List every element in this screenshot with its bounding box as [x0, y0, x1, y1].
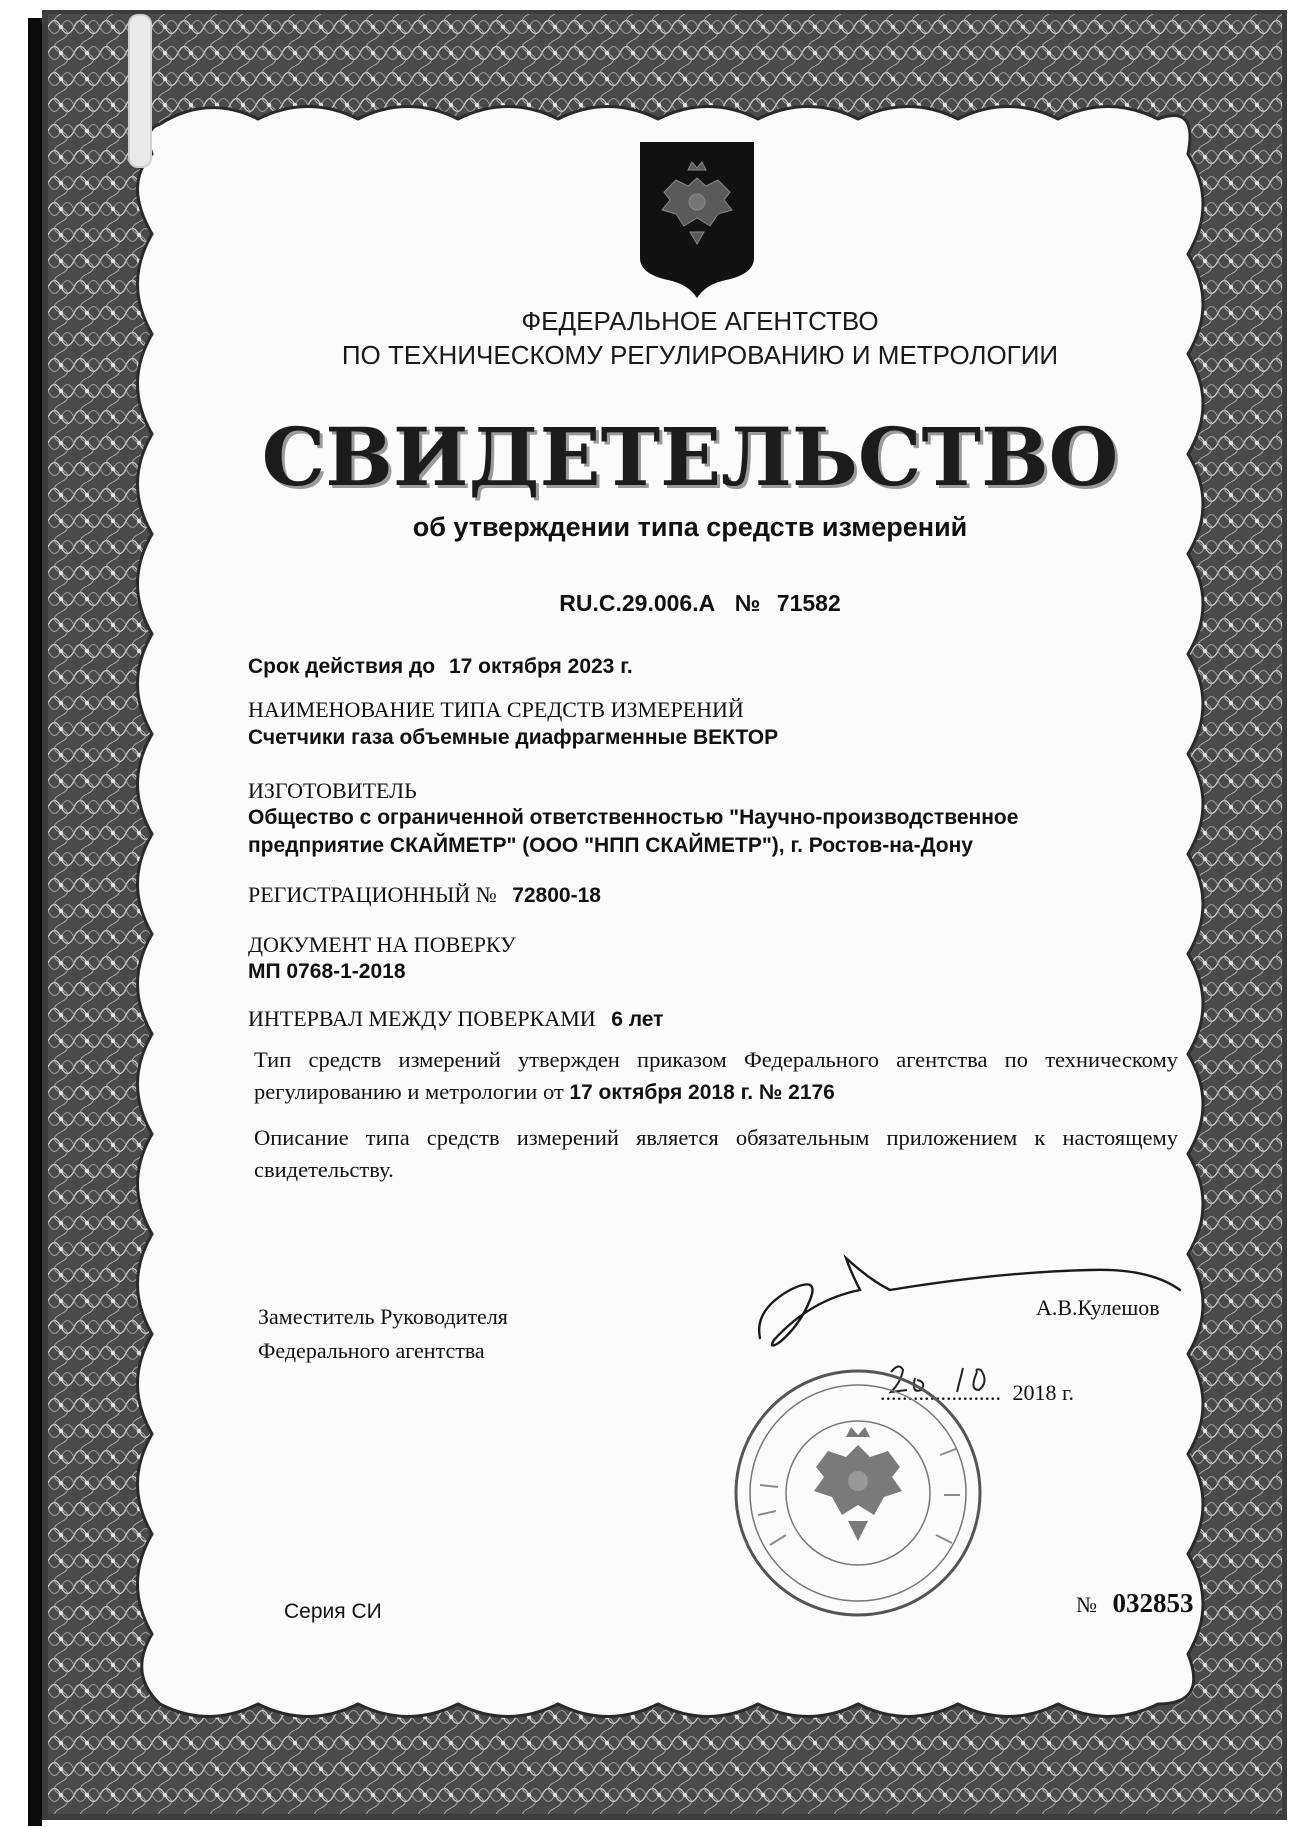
verification-doc-value: МП 0768-1-2018 [248, 960, 406, 983]
serial-number [1076, 1588, 1194, 1619]
certificate-number [420, 590, 980, 617]
description-paragraph: Описание типа средств измерений является обязательным приложением к настоящему свидетельству. [254, 1125, 1178, 1182]
date-dots: ...................... [880, 1380, 1001, 1405]
certificate-code: RU.C.29.006.A [559, 590, 715, 616]
manufacturer-value-line-2: предприятие СКАЙМЕТР" (ООО "НПП СКАЙМЕТР"), г. Ростов-на-Дону [248, 834, 973, 857]
date-year: 2018 г. [1012, 1380, 1075, 1405]
agency-name-line-2: ПО ТЕХНИЧЕСКОМУ РЕГУЛИРОВАНИЮ И МЕТРОЛОГИИ [341, 340, 1059, 370]
document-subtitle: об утверждении типа средств измерений [412, 512, 968, 542]
manufacturer-value-line-1: Общество с ограниченной ответственностью "Научно-производственное [248, 806, 1019, 829]
signatory-title-line-2: Федерального агентства [258, 1338, 485, 1363]
serial-number-value: 032853 [1112, 1588, 1194, 1618]
approval-order: 17 октября 2018 г. № 2176 [569, 1081, 835, 1104]
scan-edge [28, 18, 42, 1826]
validity-date: 17 октября 2023 г. [448, 655, 633, 678]
validity-label: Срок действия до [248, 655, 436, 678]
approval-text: Тип средств измерений утвержден приказом Федерального агентства по техническому регулированию и метрологии от [254, 1047, 1178, 1104]
validity-line [248, 655, 633, 679]
agency-name-line-1: ФЕДЕРАЛЬНОЕ АГЕНТСТВО [521, 306, 879, 336]
certificate-number-value: 71582 [776, 590, 841, 616]
instrument-type-label: НАИМЕНОВАНИЕ ТИПА СРЕДСТВ ИЗМЕРЕНИЙ [248, 697, 744, 722]
verification-doc-label: ДОКУМЕНТ НА ПОВЕРКУ [248, 932, 516, 957]
signatory-title [258, 1300, 508, 1368]
interval-line [248, 1006, 663, 1032]
coat-of-arms-emblem [636, 140, 758, 300]
serial-number-sign: № [1076, 1592, 1097, 1617]
registration-label: РЕГИСТРАЦИОННЫЙ № [248, 882, 497, 907]
signatory-title-line-1: Заместитель Руководителя [258, 1304, 508, 1329]
interval-label: ИНТЕРВАЛ МЕЖДУ ПОВЕРКАМИ [248, 1006, 596, 1031]
official-seal [730, 1365, 985, 1620]
paper-clip-mark [128, 14, 152, 168]
approval-paragraph [254, 1044, 1178, 1109]
registration-line [248, 882, 601, 908]
signatory-name: А.В.Кулешов [1036, 1295, 1160, 1320]
document-title: СВИДЕТЕЛЬСТВО [261, 410, 1119, 504]
instrument-type-value: Счетчики газа объемные диафрагменные ВЕКТОР [248, 726, 779, 749]
series-label: Серия СИ [284, 1600, 382, 1623]
manufacturer-label: ИЗГОТОВИТЕЛЬ [248, 778, 417, 803]
registration-value: 72800-18 [512, 884, 601, 907]
interval-value: 6 лет [611, 1008, 664, 1031]
number-sign: № [734, 590, 761, 616]
